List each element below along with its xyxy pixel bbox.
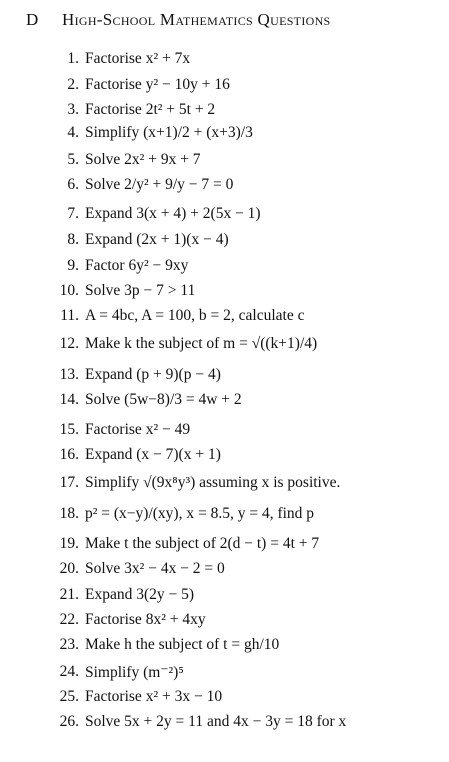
question-number: 21. [59, 586, 79, 603]
question-text: Solve 3p − 7 > 11 [85, 282, 196, 299]
question-text: Factorise x² + 3x − 10 [85, 688, 223, 705]
question-text: Factorise x² + 7x [85, 50, 191, 67]
question-number: 7. [67, 205, 79, 222]
question-text: Expand 3(x + 4) + 2(5x − 1) [85, 205, 261, 222]
question-number: 10. [59, 282, 79, 299]
question-number: 20. [59, 560, 79, 577]
question-text: Expand (p + 9)(p − 4) [85, 366, 221, 383]
question-number: 18. [59, 505, 79, 522]
question-number: 13. [59, 366, 79, 383]
question-number: 14. [59, 391, 79, 408]
question-text: p² = (x−y)/(xy), x = 8.5, y = 4, find p [85, 505, 315, 522]
question-number: 15. [59, 421, 79, 438]
question-text: Solve (5w−8)/3 = 4w + 2 [85, 391, 242, 408]
question-text: Factorise y² − 10y + 16 [85, 76, 230, 93]
question-text: Make k the subject of m = √((k+1)/4) [85, 335, 318, 352]
question-number: 24. [59, 663, 79, 680]
question-number: 5. [67, 151, 79, 168]
question-number: 2. [67, 76, 79, 93]
question-number: 3. [67, 101, 79, 118]
question-text: Simplify √(9x⁸y³) assuming x is positive. [85, 474, 341, 491]
question-text: Solve 2x² + 9x + 7 [85, 151, 201, 168]
question-text: A = 4bc, A = 100, b = 2, calculate c [85, 307, 305, 324]
question-number: 19. [59, 535, 79, 552]
question-text: Factorise 8x² + 4xy [85, 611, 206, 628]
question-number: 12. [59, 335, 79, 352]
section-heading [26, 10, 331, 30]
question-text: Make h the subject of t = gh/10 [85, 636, 280, 653]
section-letter: D [26, 10, 39, 29]
question-text: Simplify (m⁻²)⁵ [85, 664, 184, 681]
question-number: 22. [59, 611, 79, 628]
question-number: 1. [67, 50, 79, 67]
question-text: Expand (2x + 1)(x − 4) [85, 231, 229, 248]
question-text: Factorise x² − 49 [85, 421, 191, 438]
question-number: 4. [67, 124, 79, 141]
question-text: Factorise 2t² + 5t + 2 [85, 101, 216, 118]
section-title: High-School Mathematics Questions [62, 10, 331, 29]
question-text: Expand (x − 7)(x + 1) [85, 446, 221, 463]
question-number: 9. [67, 257, 79, 274]
question-number: 25. [59, 688, 79, 705]
question-text: Make t the subject of 2(d − t) = 4t + 7 [85, 535, 320, 552]
question-number: 6. [67, 176, 79, 193]
question-number: 23. [59, 636, 79, 653]
question-text: Expand 3(2y − 5) [85, 586, 195, 603]
question-number: 8. [67, 231, 79, 248]
question-number: 17. [59, 474, 79, 491]
question-text: Solve 2/y² + 9/y − 7 = 0 [85, 176, 234, 193]
question-number: 11. [60, 307, 79, 324]
question-text: Simplify (x+1)/2 + (x+3)/3 [85, 124, 253, 141]
question-number: 26. [59, 713, 79, 730]
question-text: Factor 6y² − 9xy [85, 257, 189, 274]
question-number: 16. [59, 446, 79, 463]
question-text: Solve 5x + 2y = 11 and 4x − 3y = 18 for x [85, 713, 347, 730]
question-text: Solve 3x² − 4x − 2 = 0 [85, 560, 225, 577]
